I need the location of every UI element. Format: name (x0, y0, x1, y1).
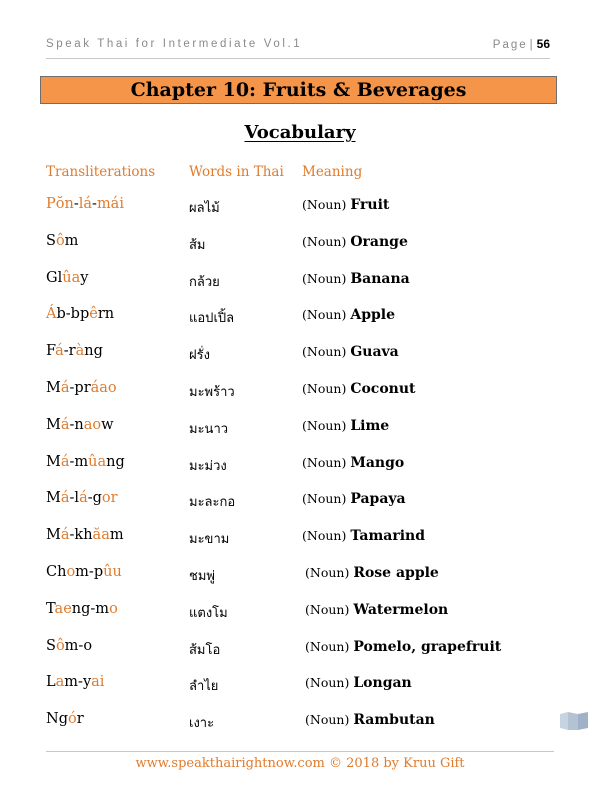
vocab-row (0, 417, 600, 441)
vocab-row (0, 196, 600, 220)
meaning (305, 712, 435, 728)
part-of-speech: (Noun) (302, 270, 347, 286)
part-of-speech: (Noun) (305, 675, 350, 691)
thai-word: ชมพู่ (189, 569, 215, 584)
thai-word: กล้วย (189, 274, 220, 290)
column-header-transliterations: Transliterations (46, 164, 156, 180)
vocab-row (0, 270, 600, 294)
english-meaning: Lime (350, 417, 390, 434)
vocab-row (0, 490, 600, 514)
english-meaning: Coconut (350, 381, 416, 397)
thai-word: แอปเปิ้ล (189, 311, 235, 327)
english-meaning: Rambutan (353, 712, 435, 729)
column-header-meaning: Meaning (302, 164, 363, 180)
english-meaning: Orange (350, 233, 408, 250)
page-number-area: Page | 56 (492, 37, 550, 51)
thai-word: ผลไม้ (189, 201, 220, 216)
english-meaning: Tamarind (350, 528, 426, 545)
meaning (302, 418, 389, 434)
meaning (302, 455, 404, 471)
meaning (302, 491, 406, 507)
part-of-speech: (Noun) (305, 712, 350, 728)
meaning (305, 602, 448, 618)
transliteration: Má-práao (46, 380, 117, 396)
vocab-row (0, 601, 600, 625)
thai-word: มะละกอ (189, 495, 236, 511)
transliteration: Má-mûang (46, 453, 125, 470)
footer-divider (46, 751, 554, 752)
transliteration: Chom-pûu (46, 564, 122, 580)
page-curl-icon[interactable] (558, 710, 592, 732)
meaning (302, 234, 408, 250)
vocab-row (0, 711, 600, 735)
english-meaning: Banana (350, 270, 410, 287)
english-meaning: Guava (350, 344, 399, 361)
footer-text: www.speakthairightnow.com © 2018 by Kruu Gift (135, 756, 465, 771)
page-number: 56 (536, 37, 550, 51)
transliteration: Sôm (46, 232, 79, 249)
english-meaning: Fruit (350, 197, 390, 213)
transliteration: Má-khăam (46, 527, 124, 544)
meaning (302, 344, 399, 360)
transliteration: Má-naow (46, 416, 114, 433)
thai-word: ลำไย (189, 679, 219, 695)
meaning (302, 271, 410, 287)
vocab-row (0, 527, 600, 551)
part-of-speech: (Noun) (302, 417, 347, 433)
transliteration: Glûay (46, 269, 89, 286)
vocab-row (0, 233, 600, 257)
vocab-row (0, 674, 600, 698)
transliteration: Lam-yai (46, 674, 105, 691)
transliteration: Ngór (46, 711, 84, 728)
english-meaning: Rose apple (353, 565, 439, 581)
vocab-row (0, 380, 600, 404)
thai-word: ส้ม (189, 237, 206, 253)
transliteration: Fá-ràng (46, 343, 103, 360)
thai-word: มะขาม (189, 532, 230, 548)
chapter-title: Chapter 10: Fruits & Beverages (40, 76, 557, 104)
meaning (302, 381, 416, 397)
vocab-row (0, 454, 600, 478)
column-header-thai: Words in Thai (189, 164, 284, 180)
meaning (305, 565, 439, 581)
transliteration: Áb-bpêrn (46, 306, 115, 323)
section-title: Vocabulary (244, 122, 356, 143)
part-of-speech: (Noun) (302, 197, 347, 212)
part-of-speech: (Noun) (305, 601, 350, 617)
english-meaning: Pomelo, grapefruit (353, 638, 502, 655)
thai-word: มะนาว (189, 421, 229, 437)
meaning (302, 307, 395, 323)
part-of-speech: (Noun) (302, 381, 347, 396)
english-meaning: Watermelon (353, 601, 449, 618)
page-label: Page (492, 39, 528, 51)
meaning (302, 197, 389, 213)
transliteration: Pŏn-lá-mái (46, 196, 124, 212)
part-of-speech: (Noun) (305, 638, 350, 654)
meaning (302, 528, 425, 544)
vocab-row (0, 306, 600, 330)
english-meaning: Apple (350, 307, 395, 324)
thai-word: มะพร้าว (189, 385, 235, 400)
english-meaning: Papaya (350, 491, 406, 508)
transliteration: Sôm-o (46, 637, 93, 654)
part-of-speech: (Noun) (302, 528, 347, 544)
transliteration: Taeng-mo (46, 600, 118, 617)
part-of-speech: (Noun) (305, 565, 350, 580)
thai-word: เงาะ (189, 716, 215, 732)
vocab-row (0, 638, 600, 662)
meaning (305, 675, 412, 691)
transliteration: Má-lá-gor (46, 490, 118, 507)
part-of-speech: (Noun) (302, 344, 347, 360)
vocab-row (0, 343, 600, 367)
english-meaning: Mango (350, 454, 405, 471)
part-of-speech: (Noun) (302, 454, 347, 470)
vocab-row (0, 564, 600, 588)
thai-word: แตงโม (189, 605, 228, 621)
page-header (46, 38, 550, 59)
thai-word: มะม่วง (189, 458, 227, 474)
book-title: Speak Thai for Intermediate Vol.1 (46, 38, 303, 50)
part-of-speech: (Noun) (302, 491, 347, 507)
meaning (305, 639, 501, 655)
thai-word: ส้มโอ (189, 642, 221, 658)
english-meaning: Longan (353, 675, 412, 692)
part-of-speech: (Noun) (302, 307, 347, 323)
part-of-speech: (Noun) (302, 233, 347, 249)
thai-word: ฝรั่ง (189, 348, 210, 364)
